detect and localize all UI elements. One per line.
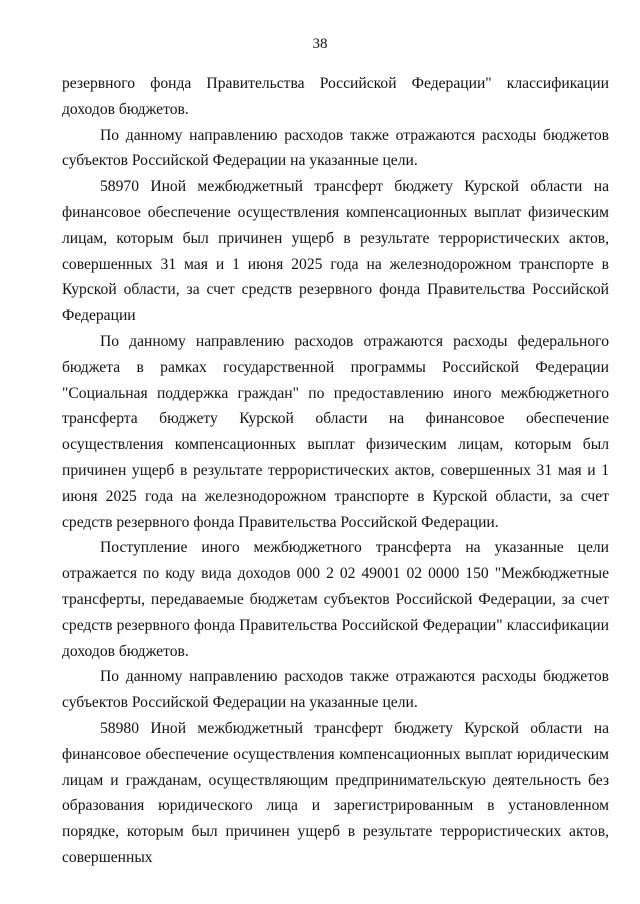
paragraph-expenses-note-2: По данному направлению расходов также отражаются расходы бюджетов субъектов Российской Федерации на указанные цели. (62, 668, 609, 712)
paragraph-code-58970: 58970 Иной межбюджетный трансферт бюджету Курской области на финансовое обеспечение осуществления компенсационных выплат физическим лицам, которым был причинен ущерб в результате террористических актов, совершенных 31 мая и 1 июня 2025 года на железнодорожном транспорте в Курской области, за счет средств резервного фонда Правительства Российской Федерации (62, 178, 609, 325)
paragraph-continuation: резервного фонда Правительства Российской Федерации" классификации доходов бюджетов. (62, 75, 609, 118)
paragraph-expenses-note-1: По данному направлению расходов также отражаются расходы бюджетов субъектов Российской Федерации на указанные цели. (62, 126, 609, 170)
paragraph-code-58980: 58980 Иной межбюджетный трансферт бюджету Курской области на финансовое обеспечение осуществления компенсационных выплат юридическим лицам и гражданам, осуществляющим предпринимательскую деятельность без образования юридического лица и зарегистрированным в установленном порядке, которым был причинен ущерб в результате террористических актов, совершенных (62, 719, 609, 866)
paragraph-income-code: Поступление иного межбюджетного трансферта на указанные цели отражается по коду вида доходов 000 2 02 49001 02 0000 150 "Межбюджетные трансферты, передаваемые бюджетам субъектов Российской Федерации, за счет средств резервного фонда Правительства Российской Федерации" классификации доходов бюджетов. (62, 539, 609, 660)
page-number: 38 (312, 36, 328, 52)
document-body (62, 71, 609, 871)
paragraph-federal-expenses: По данному направлению расходов отражаются расходы федерального бюджета в рамках государственной программы Российской Федерации "Социальная поддержка граждан" по предоставлению иного межбюджетного трансферта бюджету Курской области на финансовое обеспечение осуществления компенсационных выплат физическим лицам, которым был причинен ущерб в результате террористических актов, совершенных 31 мая и 1 июня 2025 года на железнодорожном транспорте в Курской области, за счет средств резервного фонда Правительства Российской Федерации. (62, 332, 609, 531)
